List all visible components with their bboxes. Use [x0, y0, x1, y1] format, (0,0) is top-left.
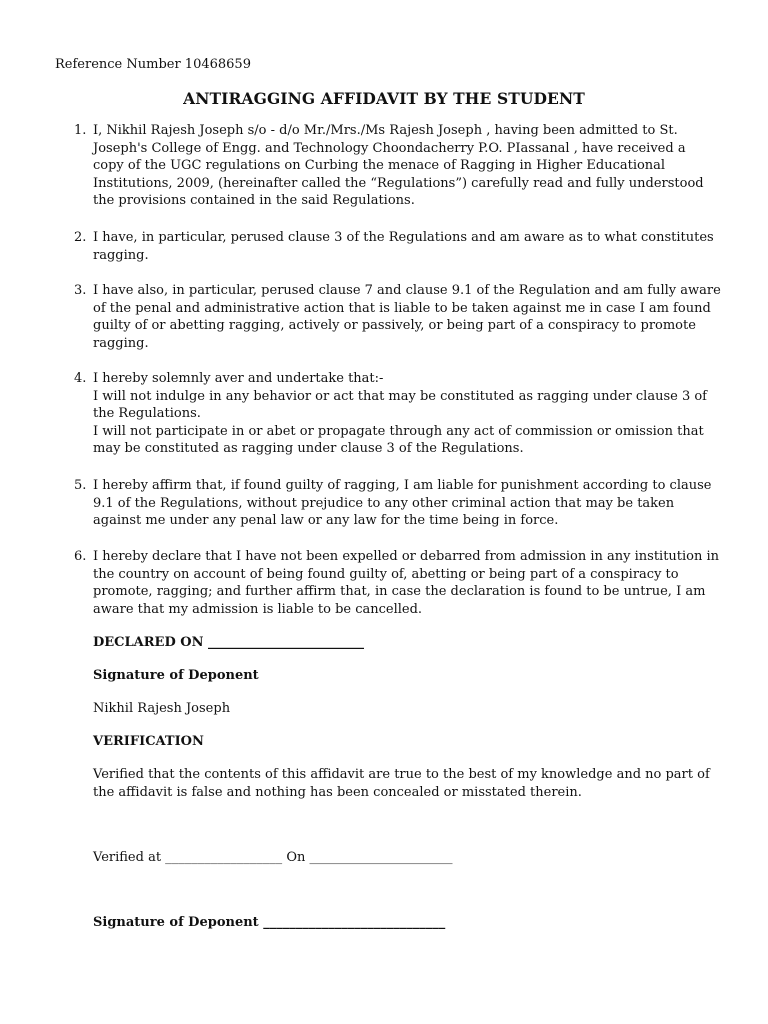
text-line: the Regulations. [93, 406, 201, 422]
text-line: I hereby affirm that, if found guilty of ragging, I am liable for punishment according to clause [93, 478, 712, 493]
signature-label: Signature of Deponent [93, 668, 259, 683]
list-item-number: 5. [74, 478, 87, 493]
text-line: 9.1 of the Regulations, without prejudice to any other criminal action that may be taken [93, 495, 675, 511]
list-item-text [93, 548, 723, 618]
list-item-number: 6. [74, 549, 87, 564]
text-line: of the penal and administrative action that is liable to be taken against me in case I am found [93, 300, 711, 316]
text-line: aware that my admission is liable to be cancelled. [93, 601, 423, 617]
text-line: the affidavit is false and nothing has been concealed or misstated therein. [93, 784, 582, 800]
text-line: I hereby declare that I have not been expelled or debarred from admission in any institution in [93, 549, 720, 564]
text-line: copy of the UGC regulations on Curbing the menace of Ragging in Higher Educational [93, 158, 666, 174]
text-line: ragging. [93, 335, 149, 351]
text-line: Verified that the contents of this affidavit are true to the best of my knowledge and no part of [93, 767, 710, 782]
list-item-number: 1. [74, 123, 87, 138]
text-line: the country on account of being found guilty of, abetting or being part of a conspiracy to [93, 566, 679, 582]
text-line: ragging. [93, 247, 149, 263]
text-line: I, Nikhil Rajesh Joseph s/o - d/o Mr./Mrs./Ms Rajesh Joseph , having been admitted to St. [93, 123, 678, 138]
text-line: against me under any penal law or any law for the time being in force. [93, 513, 559, 529]
text-line: I will not indulge in any behavior or act that may be constituted as ragging under clause 3 of [93, 388, 707, 404]
document-title: ANTIRAGGING AFFIDAVIT BY THE STUDENT [183, 89, 585, 108]
list-item-text [93, 122, 723, 210]
text-line: I have, in particular, perused clause 3 of the Regulations and am aware as to what constitutes [93, 230, 714, 245]
text-line: Institutions, 2009, (hereinafter called the “Regulations”) carefully read and fully understood [93, 175, 704, 191]
list-item-text [93, 229, 723, 264]
list-item-number: 3. [74, 283, 87, 298]
text-line: Joseph's College of Engg. and Technology Choondacherry P.O. PIassanal , have received a [93, 140, 686, 156]
final-signature-line: Signature of Deponent ____________________________ [93, 915, 446, 930]
list-item-text [93, 370, 723, 458]
list-item-text [93, 477, 723, 530]
verification-text [93, 766, 710, 801]
list-item-number: 4. [74, 371, 87, 386]
verification-heading: VERIFICATION [93, 734, 204, 749]
text-line: may be constituted as ragging under clause 3 of the Regulations. [93, 441, 524, 457]
text-line: the provisions contained in the said Regulations. [93, 193, 415, 209]
list-item-number: 2. [74, 230, 87, 245]
deponent-name: Nikhil Rajesh Joseph [93, 701, 231, 716]
text-line: I will not participate in or abet or propagate through any act of commission or omission that [93, 423, 704, 439]
declared-on-line: DECLARED ON ________________________ [93, 635, 365, 650]
text-line: I have also, in particular, perused clause 7 and clause 9.1 of the Regulation and am fully aware [93, 283, 721, 298]
reference-number: Reference Number 10468659 [55, 57, 251, 72]
text-line: promote, ragging; and further affirm that, in case the declaration is found to be untrue, I am [93, 584, 706, 600]
list-item-text [93, 282, 723, 352]
text-line: guilty of or abetting ragging, actively or passively, or being part of a conspiracy to promote [93, 318, 696, 334]
text-line: I hereby solemnly aver and undertake that:- [93, 371, 384, 386]
verified-at-line: Verified at __________________ On ______________________ [93, 850, 453, 865]
